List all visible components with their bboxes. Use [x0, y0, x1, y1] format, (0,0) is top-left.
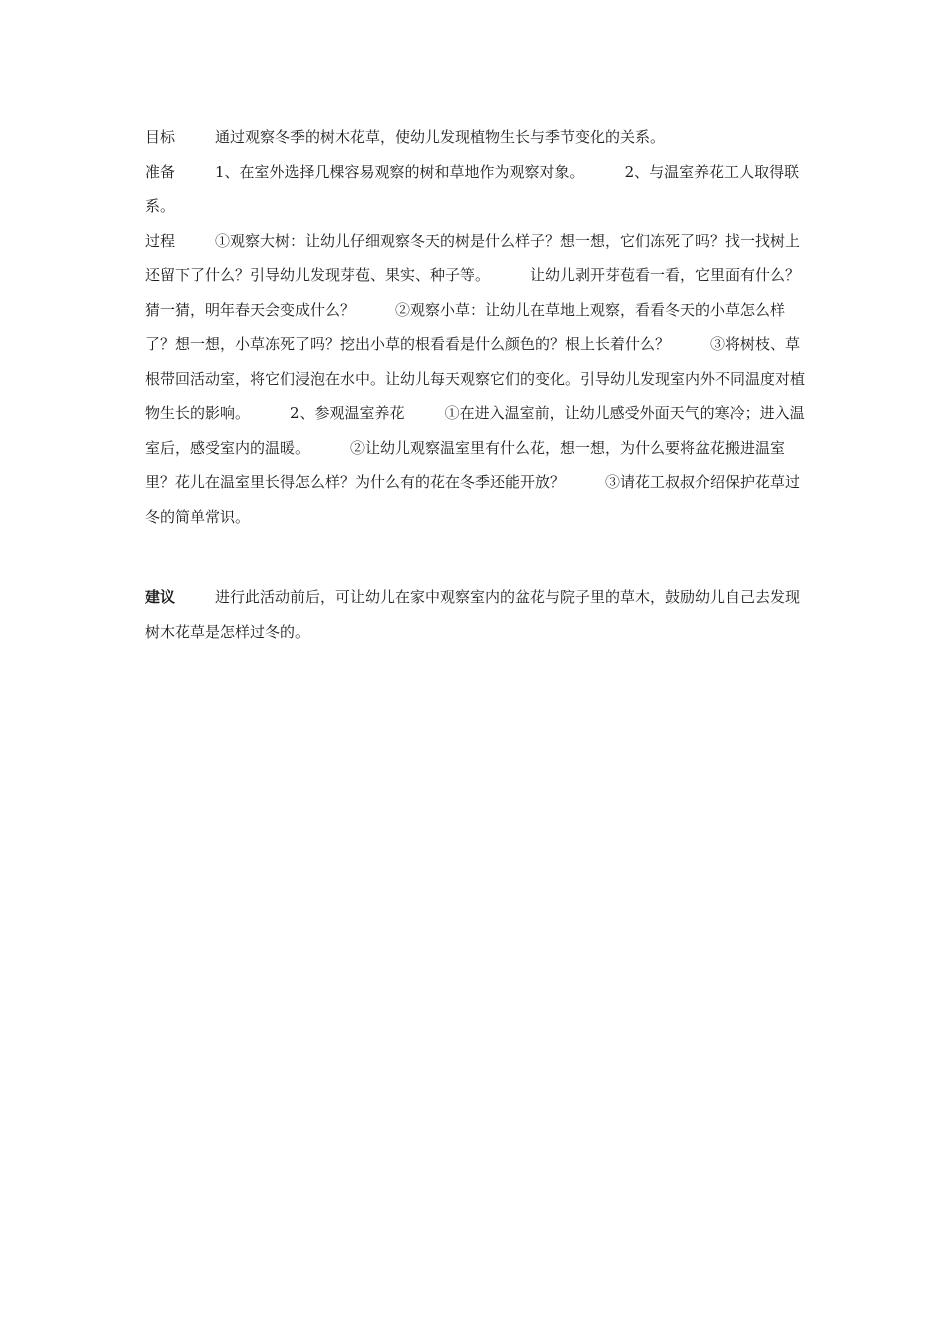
- process-paragraph: [145, 224, 810, 535]
- suggestion-text: 进行此活动前后，可让幼儿在家中观察室内的盆花与院子里的草木，鼓励幼儿自己去发现树木花草是怎样过冬的。: [145, 588, 801, 641]
- process-step-3: ②观察小草：让幼儿在草地上观察，看看冬天的小草怎么样了？想一想，小草冻死了吗？挖出小草的根看看是什么颜色的？根上长着什么？: [145, 300, 786, 353]
- process-step-7: ②让幼儿观察温室里有什么花，想一想，为什么要将盆花搬进温室里？花儿在温室里长得怎么样？为什么有的花在冬季还能开放？: [145, 438, 786, 491]
- goal-text: 通过观察冬季的树木花草，使幼儿发现植物生长与季节变化的关系。: [215, 128, 666, 146]
- suggestion-label: 建议: [145, 588, 176, 606]
- process-step-5: 2、参观温室养花: [290, 404, 405, 422]
- process-step-4: ③将树枝、草根带回活动室，将它们浸泡在水中。让幼儿每天观察它们的变化。引导幼儿发现室内外不同温度对植物生长的影响。: [145, 335, 806, 422]
- prep-paragraph: [145, 155, 810, 224]
- process-label: 过程: [145, 231, 176, 250]
- process-step-8: ③请花工叔叔介绍保护花草过冬的简单常识。: [145, 473, 801, 526]
- prep-label: 准备: [145, 162, 176, 181]
- goal-paragraph: [145, 120, 810, 155]
- process-step-2: 让幼儿剥开芽苞看一看，它里面有什么？猜一猜，明年春天会变成什么？: [145, 266, 801, 319]
- suggestion-paragraph: [145, 580, 810, 649]
- prep-item-2: 2、与温室养花工人取得联系。: [145, 162, 800, 215]
- document-page: [145, 120, 810, 649]
- process-step-6: ①在进入温室前，让幼儿感受外面天气的寒冷；进入温室后，感受室内的温暖。: [145, 404, 805, 457]
- prep-item-1: 1、在室外选择几棵容易观察的树和草地作为观察对象。: [215, 162, 585, 181]
- goal-label: 目标: [145, 128, 176, 146]
- process-step-1: ①观察大树：让幼儿仔细观察冬天的树是什么样子？想一想，它们冻死了吗？找一找树上还留下了什么？引导幼儿发现芽苞、果实、种子等。: [145, 231, 801, 284]
